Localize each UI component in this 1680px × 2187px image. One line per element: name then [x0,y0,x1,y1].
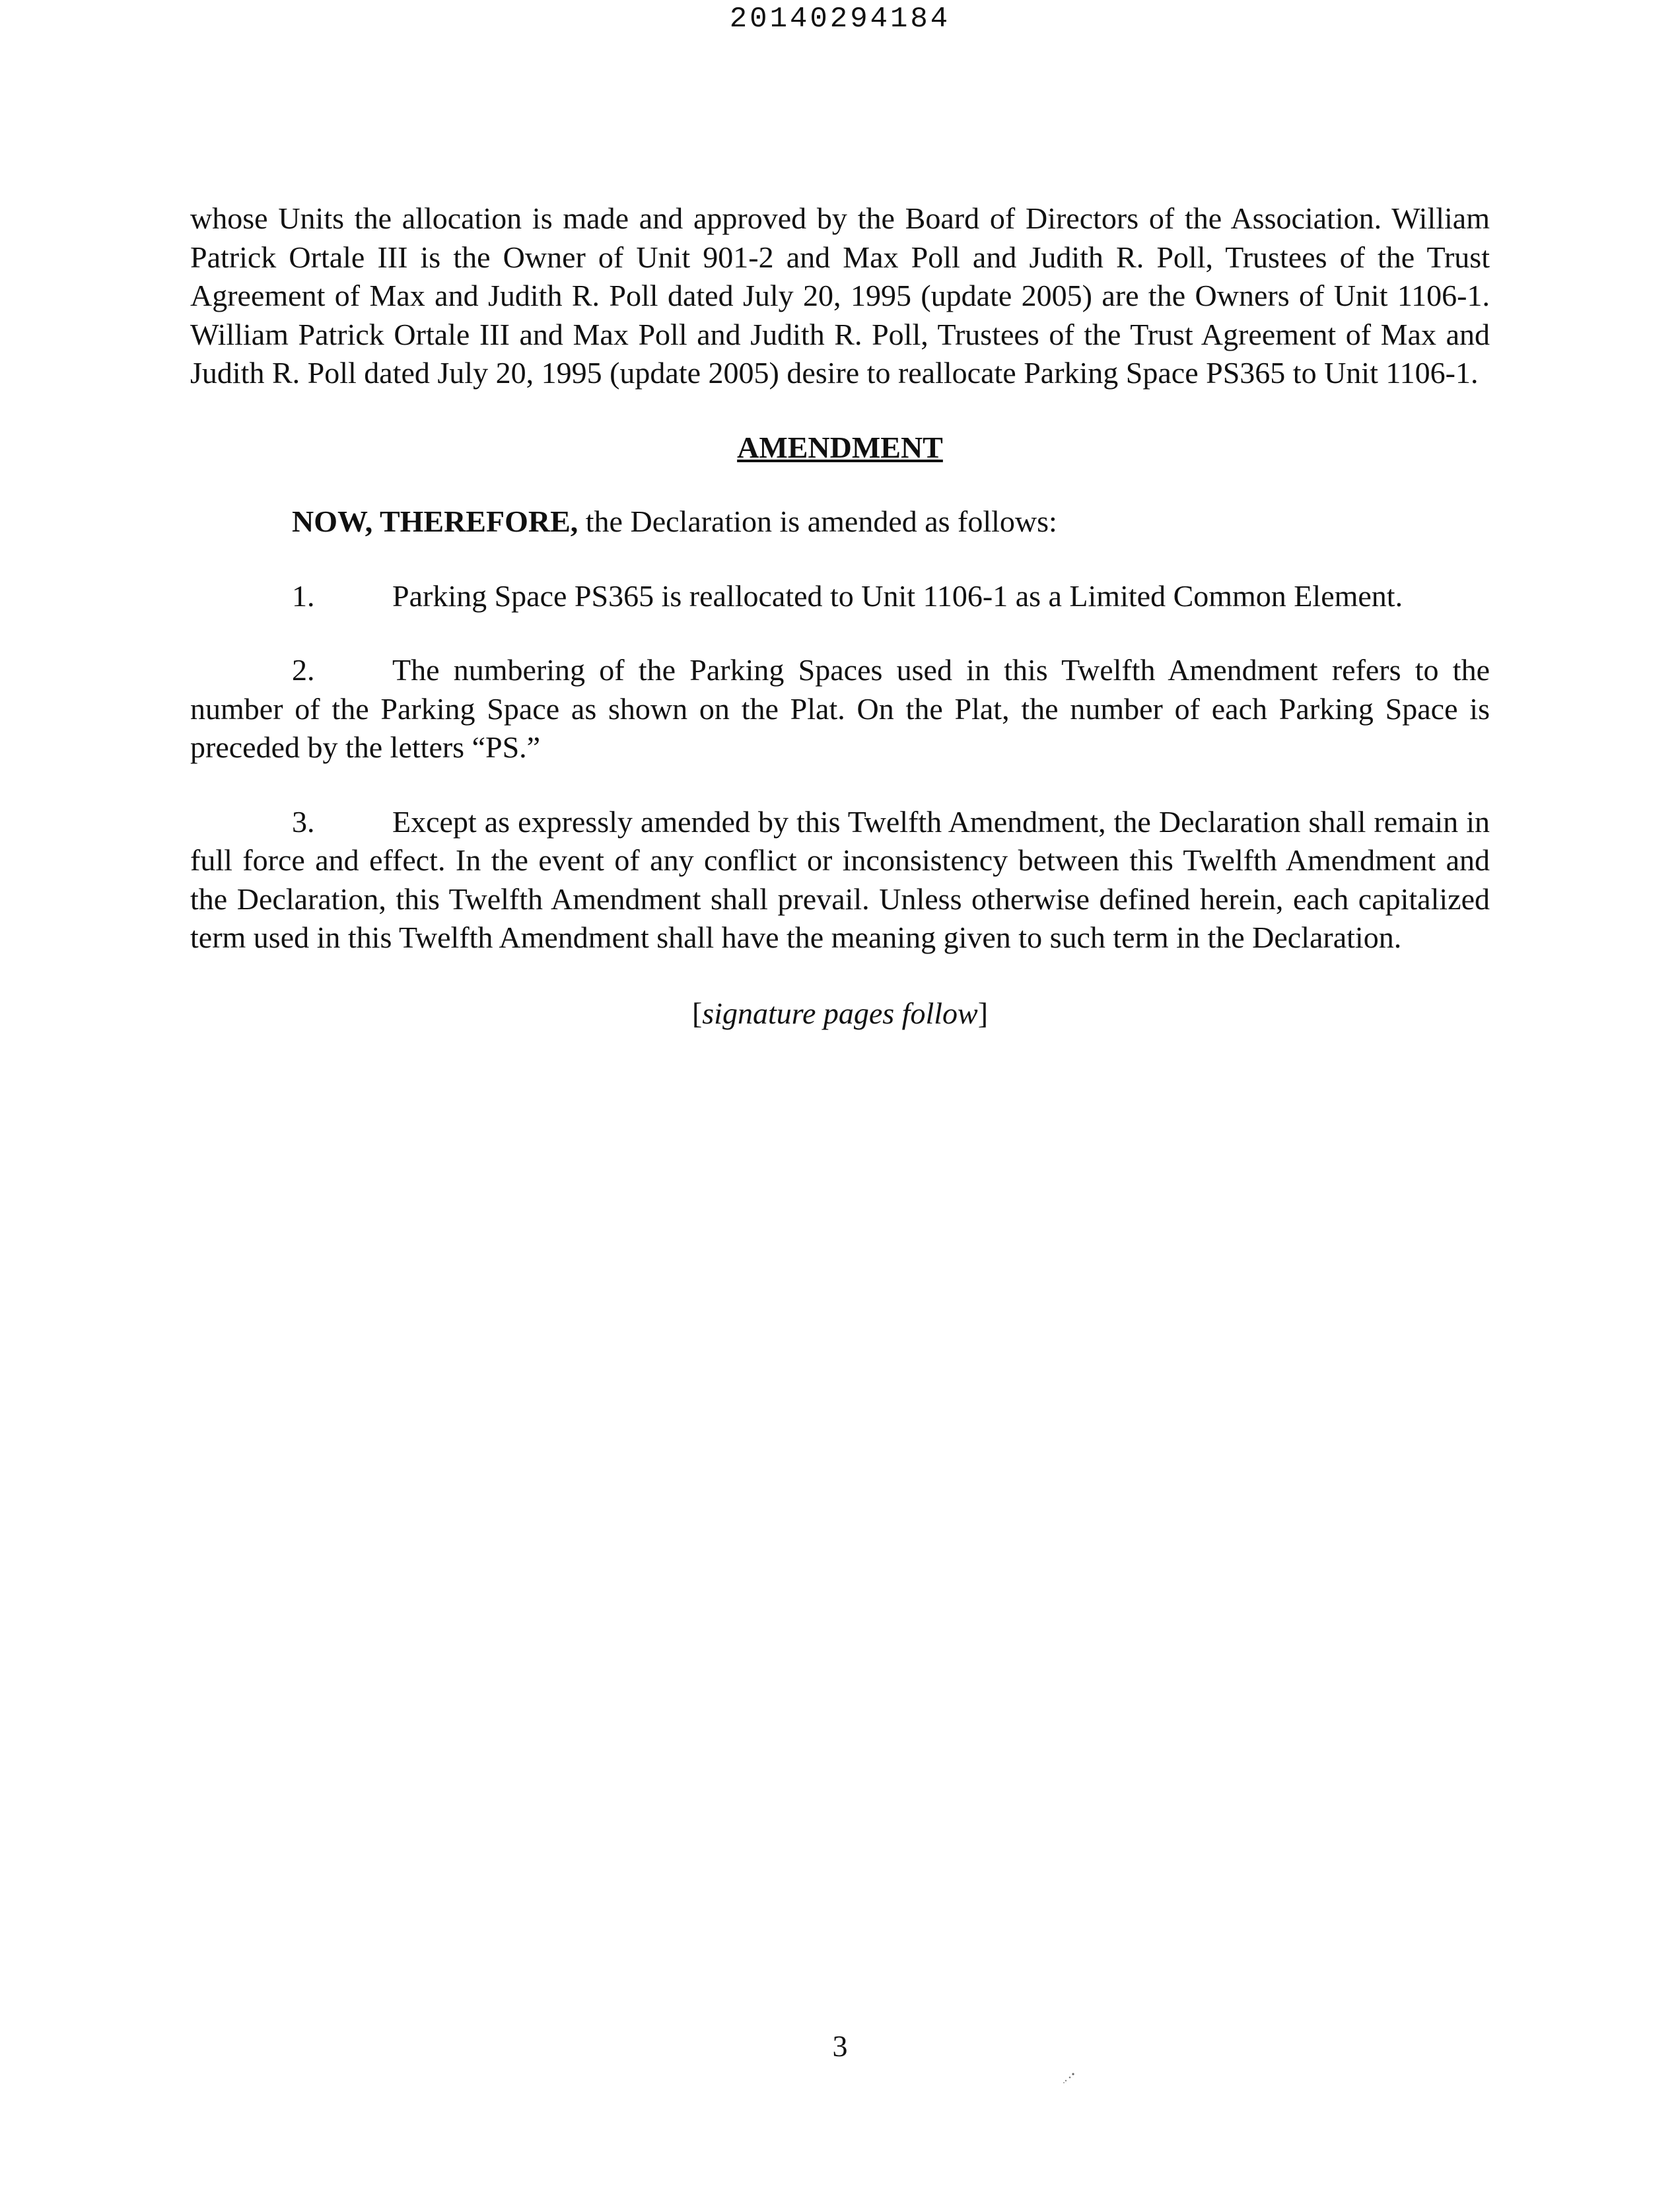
page-number: 3 [832,2029,848,2063]
now-therefore-paragraph [190,503,1490,541]
item-text: Parking Space PS365 is reallocated to Unit 1106-1 as a Limited Common Element. [392,578,1403,613]
item-number: 2. [292,653,315,687]
opening-paragraph: whose Units the allocation is made and approved by the Board of Directors of the Association. William Patrick Ortale III is the Owner of Unit 901-2 and Max Poll and Judith R. Poll, Trustees of the Trust Agreement of Max and Judith R. Poll dated July 20, 1995 (update 2005) are the Owners of Unit 1106-1. William Patrick Ortale III and Max Poll and Judith R. Poll, Trustees of the Trust Agreement of Max and Judith R. Poll dated July 20, 1995 (update 2005) desire to reallocate Parking Space PS365 to Unit 1106-1. [190,201,1490,390]
item-text: Except as expressly amended by this Twelfth Amendment, the Declaration shall remain in full force and effect. In the event of any conflict or inconsistency between this Twelfth Amendment and the Declaration, this Twelfth Amendment shall prevail. Unless otherwise defined herein, each capitalized term used in this Twelfth Amendment shall have the meaning given to such term in the Declaration. [190,804,1490,954]
item-text: The numbering of the Parking Spaces used in this Twelfth Amendment refers to the number of the Parking Space as shown on the Plat. On the Plat, the number of each Parking Space is preceded by the letters “PS.” [190,653,1490,764]
amendment-item-2 [190,651,1490,767]
signature-note-text: signature pages follow [702,996,978,1030]
signature-pages-note [190,994,1490,1033]
document-body [190,199,1490,1033]
amendment-item-1 [190,577,1490,616]
scan-speck-icon [1062,2072,1076,2084]
item-number: 3. [292,804,315,839]
now-therefore-lead: NOW, THEREFORE, [292,504,578,538]
bracket-open: [ [691,996,703,1030]
document-number: 20140294184 [729,3,951,36]
now-therefore-text: the Declaration is amended as follows: [578,504,1057,538]
item-number: 1. [292,578,315,613]
amendment-item-3 [190,803,1490,957]
bracket-close: ] [977,996,989,1030]
section-heading: AMENDMENT [737,430,943,464]
